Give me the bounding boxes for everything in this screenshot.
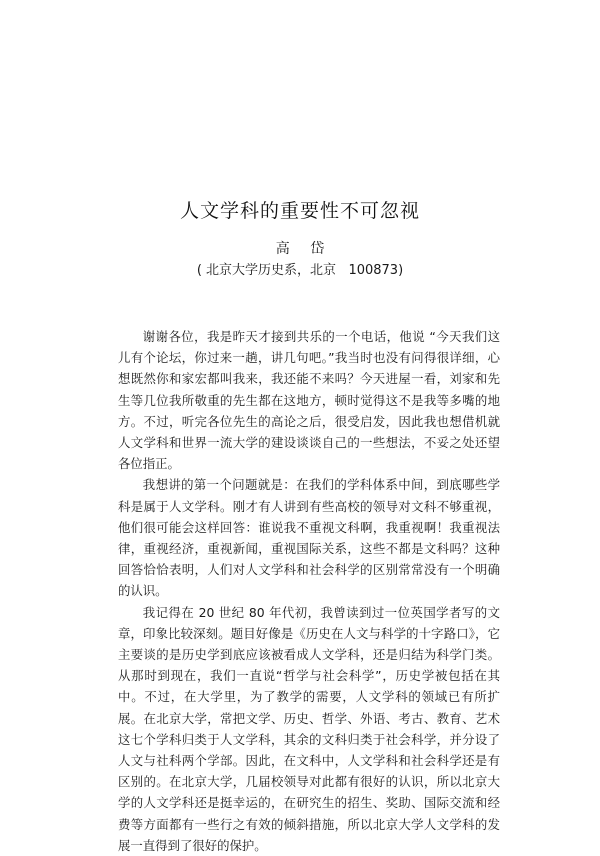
article-author: 高 岱 [275,241,333,257]
article-affiliation: ( 北京大学历史系，北京 100873) [196,263,404,278]
body-paragraph: 我想讲的第一个问题就是：在我们的学科体系中间，到底哪些学科是属于人文学科。刚才有人讲到有些高校的领导对文科不够重视，他们很可能会这样回答：谁说我不重视文科啊，我重视啊！我重视法律，重视经济，重视新闻，重视国际关系，这些不都是文科吗？这种回答恰恰表明，人们对人文学科和社会科学的区别常常没有一个明确的认识。 [118,477,500,599]
article-body [118,326,500,856]
body-paragraph: 我记得在 20 世纪 80 年代初，我曾读到过一位英国学者写的文章，印象比较深刻。题目好像是《历史在人文与科学的十字路口》，它主要谈的是历史学到底应该被看成人文学科，还是归结为科学门类。从那时到现在，我们一直说“哲学与社会科学”，历史学被包括在其中。不过，在大学里，为了教学的需要，人文学科的领域已有所扩展。在北京大学，常把文学、历史、哲学、外语、考古、教育、艺术这七个学科归类于人文学科，其余的文科归类于社会科学，并分设了人文与社科两个学部。因此，在文科中，人文学科和社会科学还是有区别的。在北京大学，几届校领导对此都有很好的认识，所以北京大学的人文学科还是挺幸运的，在研究生的招生、奖助、国际交流和经费等方面都有一些行之有效的倾斜措施，所以北京大学人文学科的发展一直得到了很好的保护。 [118,604,500,853]
article-title: 人文学科的重要性不可忽视 [179,200,420,222]
body-paragraph: 谢谢各位，我是昨天才接到共乐的一个电话，他说 “今天我们这儿有个论坛，你过来一趟，讲几句吧。”我当时也没有问得很详细，心想既然你和家宏都叫我来，我还能不来吗？今天进屋一看，刘家和先生等几位我所敬重的先生都在这地方，顿时觉得这不是我等多嘴的地方。不过，听完各位先生的高论之后，很受启发，因此我也想借机就人文学科和世界一流大学的建设谈谈自己的一些想法，不妥之处还望各位指正。 [118,329,500,472]
